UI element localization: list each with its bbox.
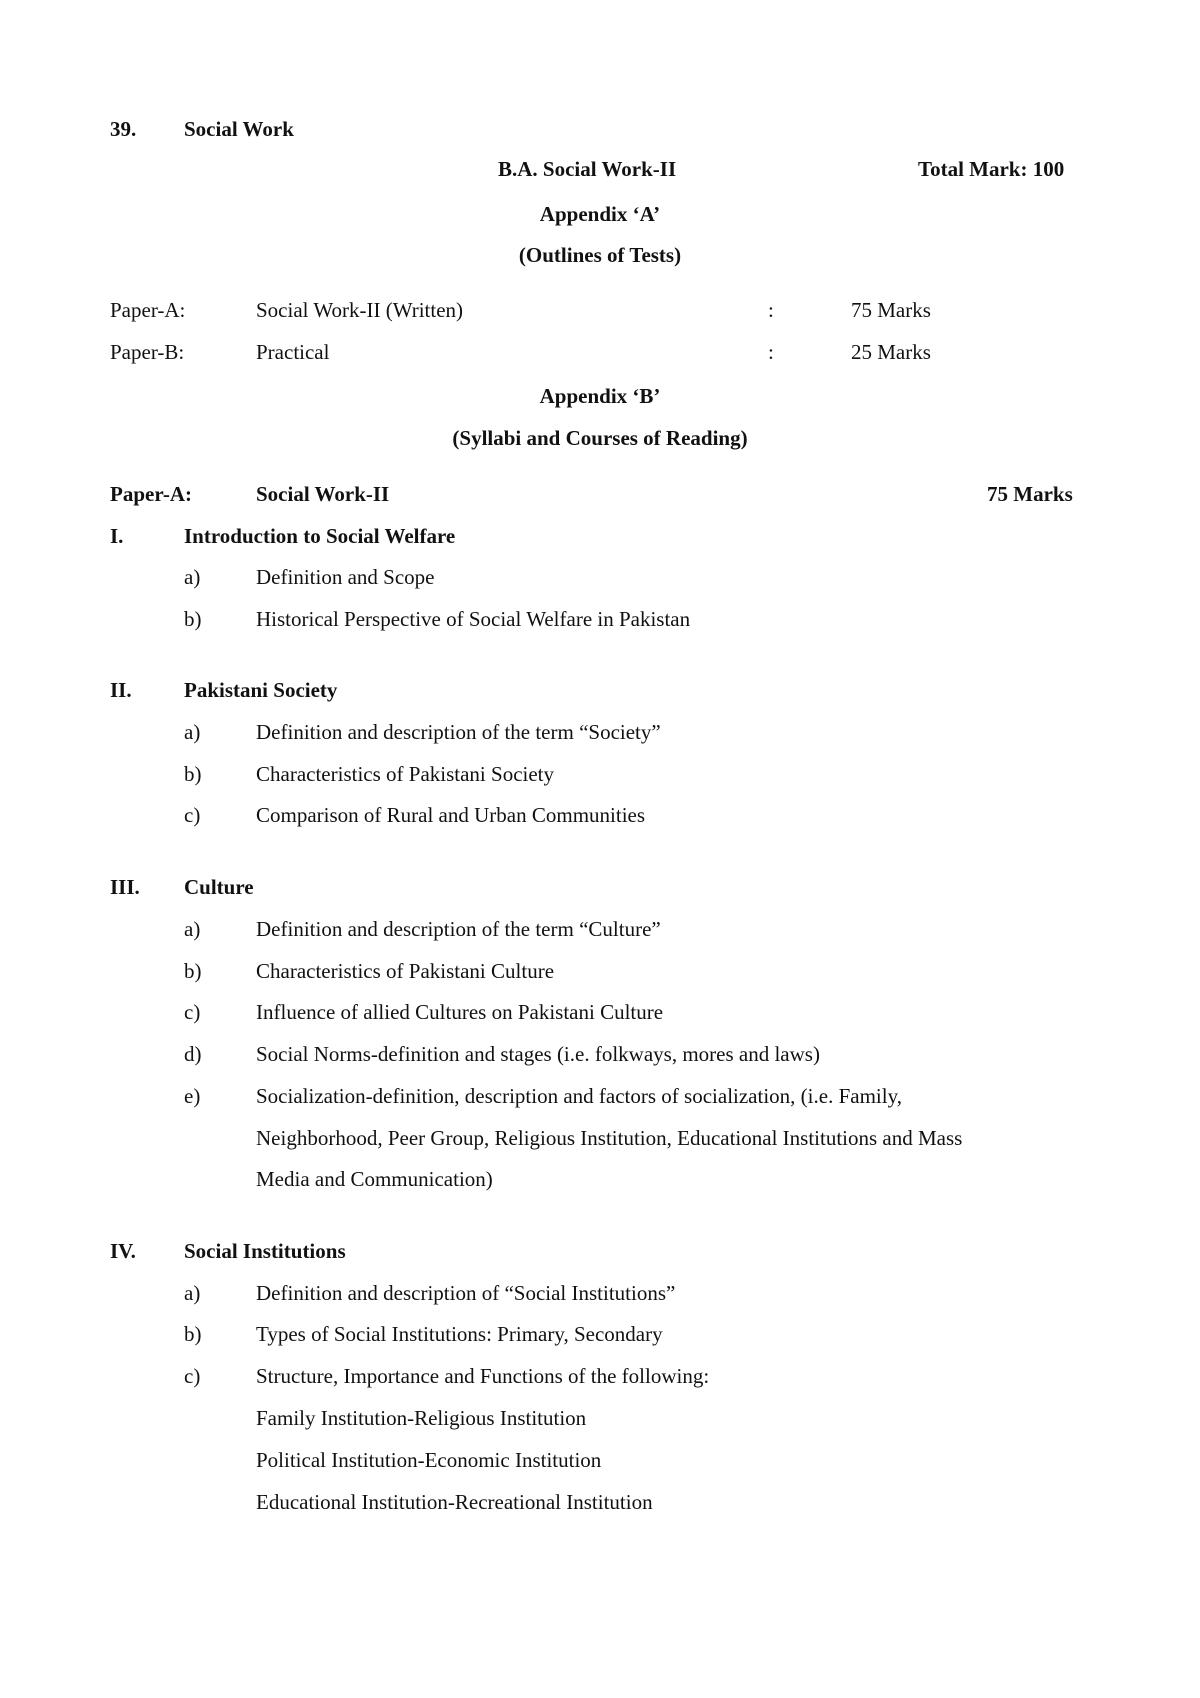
item-text-continued: Neighborhood, Peer Group, Religious Institution, Educational Institutions and Mass <box>256 1126 963 1150</box>
item-label: a) <box>184 720 201 744</box>
paper-b-name: Practical <box>256 340 330 364</box>
item-text: Historical Perspective of Social Welfare in Pakistan <box>256 607 691 631</box>
item-label: a) <box>184 565 201 589</box>
section-title: Introduction to Social Welfare <box>184 524 456 548</box>
paper-a-marks: 75 Marks <box>851 298 931 322</box>
paper-a-separator: : <box>768 298 774 322</box>
item-text: Definition and description of the term “Society” <box>256 720 661 744</box>
item-label: b) <box>184 607 202 631</box>
item-label: e) <box>184 1084 201 1108</box>
item-text: Characteristics of Pakistani Culture <box>256 959 555 983</box>
section-number: 39. <box>110 117 137 141</box>
item-text: Definition and Scope <box>256 565 435 589</box>
paper-b-label: Paper-B: <box>110 340 185 364</box>
item-label: d) <box>184 1042 202 1066</box>
section-title: Pakistani Society <box>184 678 338 702</box>
appendix-a-title: Appendix ‘A’ <box>539 202 661 226</box>
item-label: b) <box>184 1322 202 1346</box>
section-numeral: II. <box>110 678 132 702</box>
syllabus-paper-label: Paper-A: <box>110 482 193 506</box>
item-text: Characteristics of Pakistani Society <box>256 762 555 786</box>
appendix-b-title: Appendix ‘B’ <box>539 384 661 408</box>
item-label: a) <box>184 917 201 941</box>
item-text: Social Norms-definition and stages (i.e. folkways, mores and laws) <box>256 1042 820 1066</box>
item-label: a) <box>184 1281 201 1305</box>
item-label: b) <box>184 762 202 786</box>
item-text: Influence of allied Cultures on Pakistani Culture <box>256 1000 664 1024</box>
item-label: c) <box>184 1000 201 1024</box>
item-label: b) <box>184 959 202 983</box>
item-text: Socialization-definition, description and factors of socialization, (i.e. Family, <box>256 1084 902 1108</box>
syllabus-paper-name: Social Work-II <box>256 482 390 506</box>
item-text-continued: Political Institution-Economic Institution <box>256 1448 602 1472</box>
section-numeral: III. <box>110 875 140 899</box>
section-numeral: I. <box>110 524 124 548</box>
paper-a-name: Social Work-II (Written) <box>256 298 464 322</box>
paper-b-separator: : <box>768 340 774 364</box>
item-text-continued: Media and Communication) <box>256 1167 493 1191</box>
appendix-b-subtitle: (Syllabi and Courses of Reading) <box>452 426 748 450</box>
item-text: Definition and description of the term “Culture” <box>256 917 661 941</box>
paper-b-marks: 25 Marks <box>851 340 931 364</box>
section-title: Culture <box>184 875 254 899</box>
section-title: Social Institutions <box>184 1239 346 1263</box>
item-text: Structure, Importance and Functions of the following: <box>256 1364 710 1388</box>
item-text: Definition and description of “Social Institutions” <box>256 1281 676 1305</box>
item-text-continued: Family Institution-Religious Institution <box>256 1406 587 1430</box>
appendix-a-subtitle: (Outlines of Tests) <box>518 243 682 267</box>
syllabus-paper-marks: 75 Marks <box>987 482 1073 506</box>
course-title: B.A. Social Work-II <box>498 157 677 181</box>
subject-title: Social Work <box>184 117 294 141</box>
item-text-continued: Educational Institution-Recreational Institution <box>256 1490 653 1514</box>
item-label: c) <box>184 1364 201 1388</box>
paper-a-label: Paper-A: <box>110 298 186 322</box>
total-marks: Total Mark: 100 <box>918 157 1065 181</box>
item-text: Comparison of Rural and Urban Communities <box>256 803 646 827</box>
item-label: c) <box>184 803 201 827</box>
section-numeral: IV. <box>110 1239 136 1263</box>
item-text: Types of Social Institutions: Primary, Secondary <box>256 1322 663 1346</box>
